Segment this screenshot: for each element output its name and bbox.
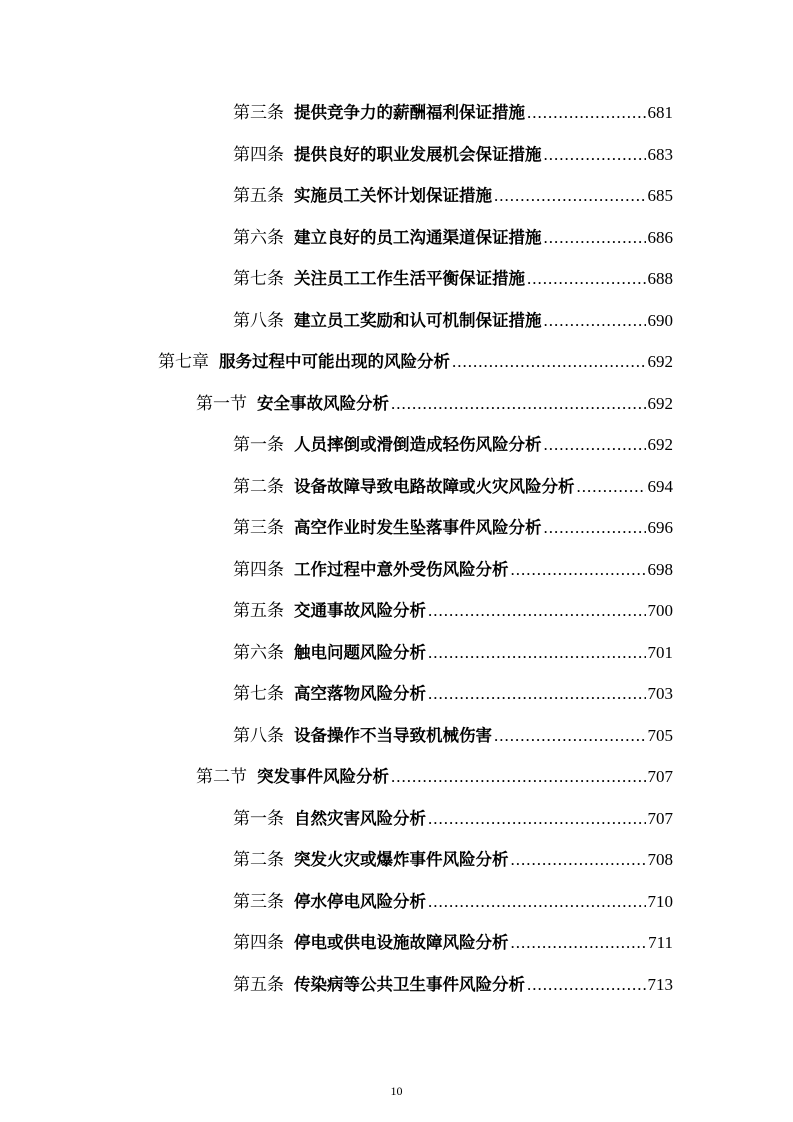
- dot-leader: [391, 767, 646, 787]
- toc-entry-title: 传染病等公共卫生事件风险分析: [294, 974, 525, 994]
- dot-leader: [428, 809, 646, 829]
- dot-leader: [428, 601, 646, 621]
- toc-entry-number: 第二条: [233, 476, 284, 497]
- toc-entry[interactable]: [0, 90, 793, 132]
- toc-entry-number: 第七条: [233, 269, 284, 290]
- dot-leader: [527, 975, 646, 995]
- dot-leader: [494, 726, 646, 746]
- toc-entry-page: 707: [647, 808, 673, 828]
- toc-entry-title: 停电或供电设施故障风险分析: [294, 933, 509, 953]
- toc-entry[interactable]: [0, 215, 793, 257]
- toc-entry[interactable]: [0, 505, 793, 547]
- toc-entry-page: 685: [647, 186, 673, 206]
- toc-entry[interactable]: [0, 173, 793, 215]
- toc-entry-title: 停水停电风险分析: [294, 891, 426, 911]
- toc-entry[interactable]: [0, 381, 793, 423]
- toc-entry-number: 第五条: [233, 601, 284, 622]
- toc-entry[interactable]: [0, 837, 793, 879]
- toc-entry-number: 第八条: [233, 725, 284, 746]
- toc-entry-title: 服务过程中可能出现的风险分析: [219, 352, 450, 372]
- toc-entry-title: 高空作业时发生坠落事件风险分析: [294, 518, 542, 538]
- toc-entry-title: 实施员工关怀计划保证措施: [294, 186, 492, 206]
- toc-entry-title: 工作过程中意外受伤风险分析: [294, 559, 509, 579]
- dot-leader: [391, 394, 646, 414]
- toc-entry[interactable]: [0, 796, 793, 838]
- toc-entry-page: 696: [647, 518, 673, 538]
- dot-leader: [544, 311, 646, 331]
- dot-leader: [494, 186, 646, 206]
- dot-leader: [511, 933, 647, 953]
- toc-entry-page: 683: [647, 144, 673, 164]
- toc-entry-page: 698: [647, 559, 673, 579]
- toc-entry-page: 701: [647, 642, 673, 662]
- toc-entry[interactable]: [0, 630, 793, 672]
- dot-leader: [511, 560, 646, 580]
- toc-entry-number: 第一条: [233, 808, 284, 829]
- toc-entry-number: 第六条: [233, 642, 284, 663]
- toc-entry-number: 第五条: [233, 974, 284, 995]
- dot-leader: [511, 850, 646, 870]
- toc-entry-page: 700: [647, 601, 673, 621]
- toc-entry-title: 触电问题风险分析: [294, 642, 426, 662]
- toc-entry-page: 692: [647, 393, 673, 413]
- toc-entry-title: 突发火灾或爆炸事件风险分析: [294, 850, 509, 870]
- toc-entry-number: 第二条: [233, 850, 284, 871]
- toc-entry-title: 提供竞争力的薪酬福利保证措施: [294, 103, 525, 123]
- toc-entry[interactable]: [0, 298, 793, 340]
- toc-entry[interactable]: [0, 879, 793, 921]
- toc-entry-number: 第七章: [158, 352, 209, 373]
- toc-entry-number: 第四条: [233, 933, 284, 954]
- toc-entry-page: 690: [647, 310, 673, 330]
- dot-leader: [544, 228, 646, 248]
- dot-leader: [428, 892, 646, 912]
- toc-entry-page: 681: [647, 103, 673, 123]
- toc-entry-page: 688: [647, 269, 673, 289]
- toc-entry-title: 设备故障导致电路故障或火灾风险分析: [294, 476, 575, 496]
- toc-entry[interactable]: [0, 920, 793, 962]
- toc-entry-title: 交通事故风险分析: [294, 601, 426, 621]
- toc-entry-title: 建立员工奖励和认可机制保证措施: [294, 310, 542, 330]
- toc-entry[interactable]: [0, 339, 793, 381]
- toc-entry[interactable]: [0, 256, 793, 298]
- toc-entry-number: 第三条: [233, 891, 284, 912]
- dot-leader: [544, 518, 646, 538]
- toc-entry-number: 第一节: [196, 393, 247, 414]
- toc-entry-page: 705: [647, 725, 673, 745]
- toc-entry-page: 711: [648, 933, 673, 953]
- toc-entry-number: 第二节: [196, 767, 247, 788]
- dot-leader: [428, 684, 646, 704]
- toc-entry-title: 提供良好的职业发展机会保证措施: [294, 144, 542, 164]
- toc-entry[interactable]: [0, 962, 793, 1004]
- toc-entry-number: 第四条: [233, 559, 284, 580]
- toc-entry-page: 713: [647, 974, 673, 994]
- toc-entry-number: 第五条: [233, 186, 284, 207]
- toc-entry-title: 自然灾害风险分析: [294, 808, 426, 828]
- dot-leader: [428, 643, 646, 663]
- toc-entry[interactable]: [0, 588, 793, 630]
- toc-entry-number: 第一条: [233, 435, 284, 456]
- dot-leader: [544, 435, 646, 455]
- toc-entry-number: 第四条: [233, 144, 284, 165]
- dot-leader: [544, 145, 646, 165]
- toc-entry-page: 703: [647, 684, 673, 704]
- toc-entry[interactable]: [0, 132, 793, 174]
- toc-entry-title: 安全事故风险分析: [257, 393, 389, 413]
- toc-entry-number: 第六条: [233, 227, 284, 248]
- toc-entry[interactable]: [0, 547, 793, 589]
- toc-entry[interactable]: [0, 464, 793, 506]
- toc-entry-number: 第三条: [233, 518, 284, 539]
- toc-entry-title: 建立良好的员工沟通渠道保证措施: [294, 227, 542, 247]
- dot-leader: [577, 477, 646, 497]
- toc-entry-page: 694: [647, 476, 673, 496]
- toc-entry-title: 突发事件风险分析: [257, 767, 389, 787]
- toc-entry-number: 第八条: [233, 310, 284, 331]
- toc-entry-page: 692: [647, 435, 673, 455]
- toc-entry-title: 关注员工工作生活平衡保证措施: [294, 269, 525, 289]
- toc-entry-page: 707: [647, 767, 673, 787]
- toc-entry[interactable]: [0, 713, 793, 755]
- toc-entry[interactable]: [0, 422, 793, 464]
- toc-entry-page: 692: [647, 352, 673, 372]
- dot-leader: [452, 352, 646, 372]
- toc-entry[interactable]: [0, 671, 793, 713]
- toc-entry-page: 710: [647, 891, 673, 911]
- toc-entry-page: 708: [647, 850, 673, 870]
- dot-leader: [527, 103, 646, 123]
- toc-entry-title: 高空落物风险分析: [294, 684, 426, 704]
- page-number: 10: [390, 1084, 403, 1098]
- toc-entry-page: 686: [647, 227, 673, 247]
- toc-entry-title: 设备操作不当导致机械伤害: [294, 725, 492, 745]
- toc-entry-number: 第七条: [233, 684, 284, 705]
- toc-entry-number: 第三条: [233, 103, 284, 124]
- toc-entry-title: 人员摔倒或滑倒造成轻伤风险分析: [294, 435, 542, 455]
- dot-leader: [527, 269, 646, 289]
- toc-entry[interactable]: [0, 754, 793, 796]
- table-of-contents: [0, 90, 793, 1003]
